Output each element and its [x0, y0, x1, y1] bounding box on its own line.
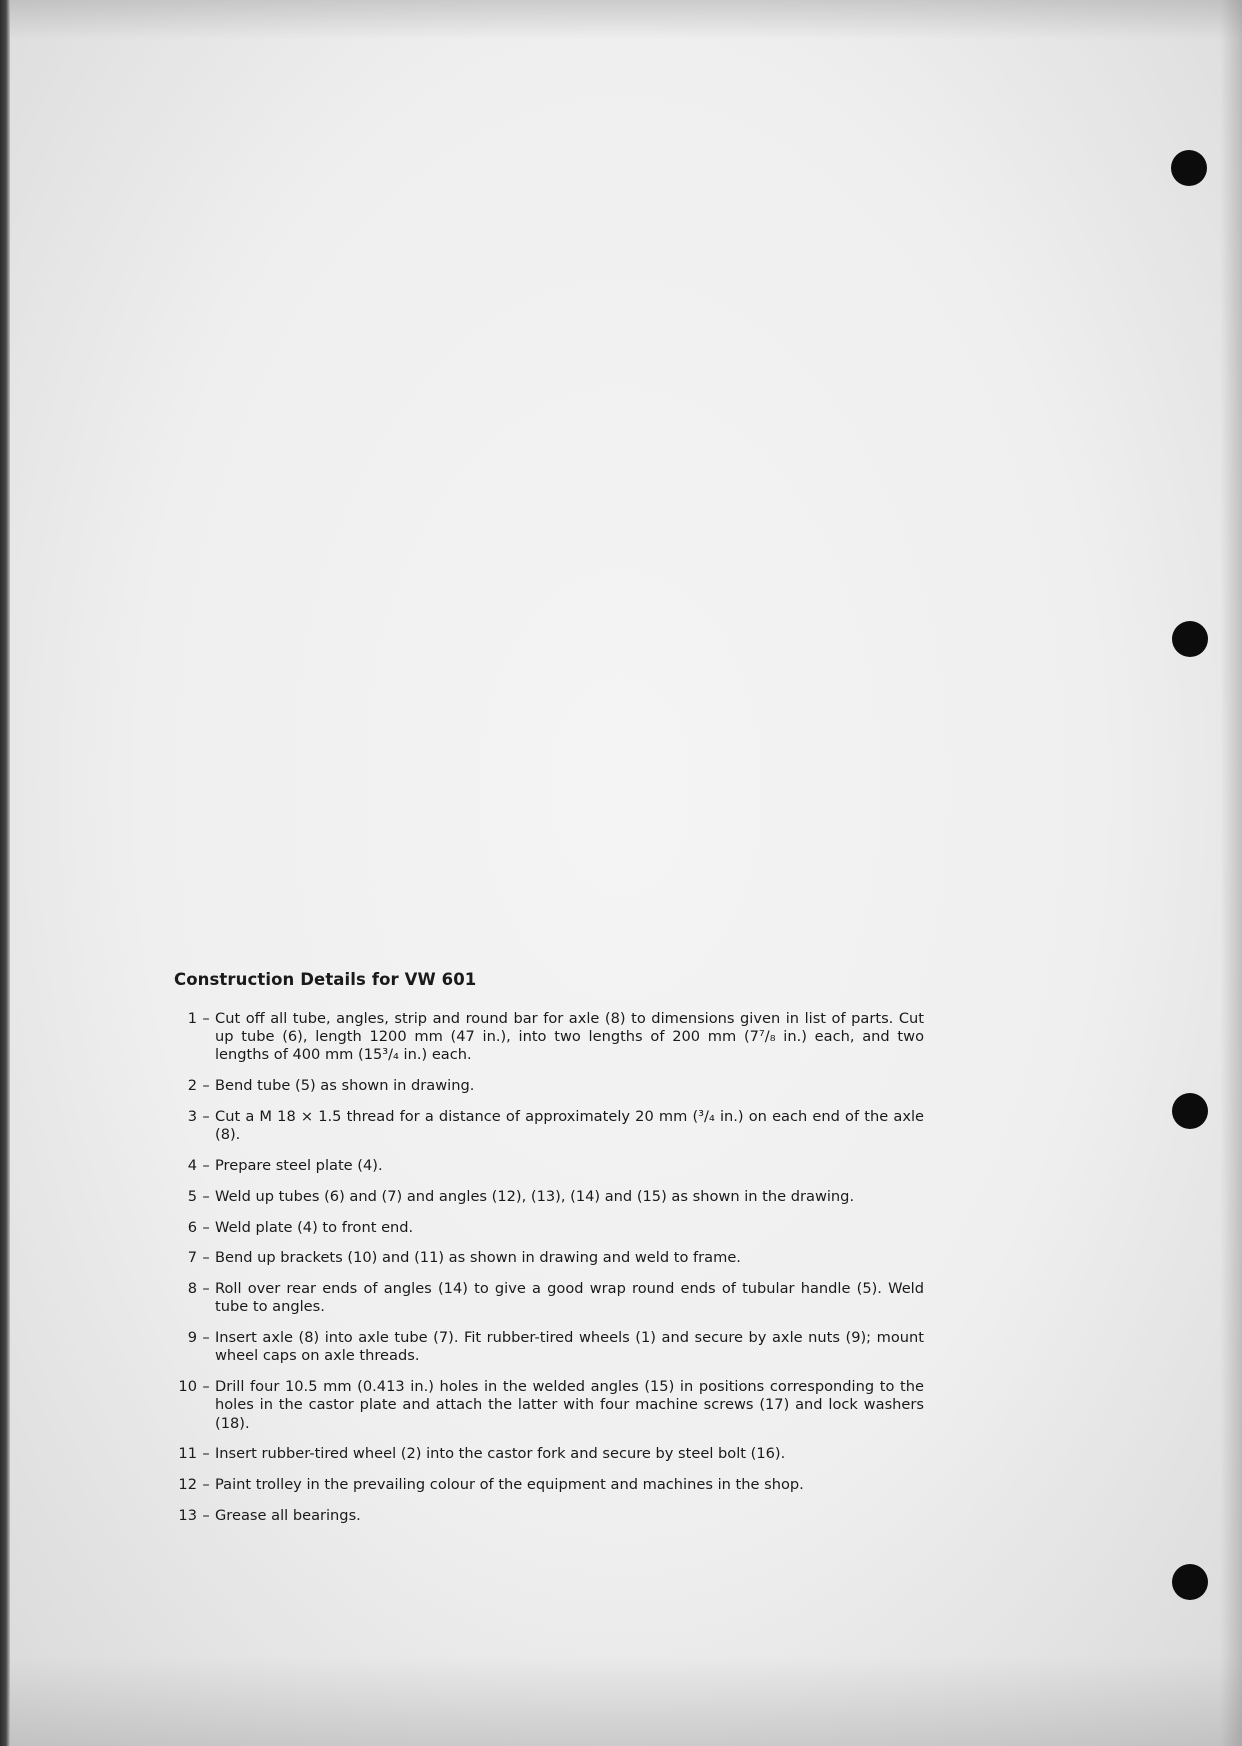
step-dash: –	[202, 1249, 210, 1267]
step-number: 12	[178, 1476, 197, 1494]
step-text: Weld plate (4) to front end.	[215, 1218, 414, 1236]
step-item	[174, 1077, 924, 1095]
page-left-binding-edge	[0, 0, 10, 1746]
punch-hole	[1172, 1564, 1208, 1600]
step-number: 1	[187, 1010, 197, 1027]
step-number: 6	[187, 1218, 197, 1236]
step-text: Cut off all tube, angles, strip and round bar for axle (8) to dimensions given in list of parts. Cut up tube (6), length 1200 mm (47 in.), into two lengths of 200 mm (7⁷/₈ in.) each, and two lengths of 400 mm (15³/₄ in.) each.	[215, 1010, 924, 1064]
step-dash: –	[202, 1329, 210, 1347]
page-bottom-shadow	[0, 1656, 1242, 1746]
step-item	[174, 1108, 924, 1144]
step-item	[174, 1507, 924, 1525]
step-item	[174, 1476, 924, 1494]
step-number: 11	[178, 1445, 197, 1463]
page-right-shadow	[1220, 0, 1242, 1746]
step-number: 5	[187, 1187, 197, 1205]
steps-list	[174, 1010, 924, 1525]
step-text: Grease all bearings.	[215, 1506, 361, 1524]
step-text: Cut a M 18 × 1.5 thread for a distance of approximately 20 mm (³/₄ in.) on each end of the axle (8).	[215, 1108, 924, 1144]
step-text: Paint trolley in the prevailing colour of the equipment and machines in the shop.	[215, 1476, 804, 1494]
step-text: Drill four 10.5 mm (0.413 in.) holes in the welded angles (15) in positions corresponding to the holes in the castor plate and attach the latter with four machine screws (17) and lock washers (18).	[215, 1378, 924, 1432]
step-item	[174, 1378, 924, 1433]
document-title: Construction Details for VW 601	[174, 970, 477, 989]
step-dash: –	[202, 1506, 210, 1524]
step-number: 10	[178, 1378, 197, 1396]
step-number: 3	[187, 1108, 197, 1125]
step-text: Bend up brackets (10) and (11) as shown in drawing and weld to frame.	[215, 1249, 741, 1267]
step-number: 2	[187, 1077, 197, 1095]
step-dash: –	[202, 1378, 210, 1396]
step-text: Insert rubber-tired wheel (2) into the castor fork and secure by steel bolt (16).	[215, 1445, 786, 1463]
punch-hole	[1171, 150, 1207, 186]
punch-hole	[1172, 1093, 1208, 1129]
step-dash: –	[202, 1476, 210, 1494]
step-number: 8	[187, 1280, 197, 1298]
step-dash: –	[202, 1218, 210, 1236]
step-item	[174, 1249, 924, 1267]
step-text: Insert axle (8) into axle tube (7). Fit rubber-tired wheels (1) and secure by axle nuts (9); mount wheel caps on axle threads.	[215, 1329, 924, 1365]
step-number: 4	[187, 1157, 197, 1174]
step-number: 9	[187, 1329, 197, 1347]
step-text: Weld up tubes (6) and (7) and angles (12), (13), (14) and (15) as shown in the drawing.	[215, 1187, 855, 1205]
step-item	[174, 1329, 924, 1365]
step-text: Bend tube (5) as shown in drawing.	[215, 1077, 475, 1095]
step-text: Prepare steel plate (4).	[215, 1157, 383, 1174]
step-dash: –	[202, 1077, 210, 1095]
page-top-shadow	[0, 0, 1242, 40]
construction-details-section	[174, 968, 924, 1538]
step-dash: –	[202, 1445, 210, 1463]
step-dash: –	[202, 1157, 210, 1174]
step-dash: –	[202, 1108, 210, 1125]
step-item	[174, 1219, 924, 1237]
punch-hole	[1172, 621, 1208, 657]
step-dash: –	[202, 1187, 210, 1205]
step-text: Roll over rear ends of angles (14) to give a good wrap round ends of tubular handle (5). Weld tube to angles.	[215, 1280, 924, 1316]
step-number: 13	[178, 1506, 197, 1524]
step-dash: –	[202, 1280, 210, 1298]
step-item	[174, 1010, 924, 1065]
step-item	[174, 1157, 924, 1175]
step-number: 7	[187, 1249, 197, 1267]
step-item	[174, 1445, 924, 1463]
step-item	[174, 1188, 924, 1206]
step-item	[174, 1280, 924, 1316]
step-dash: –	[202, 1010, 210, 1027]
